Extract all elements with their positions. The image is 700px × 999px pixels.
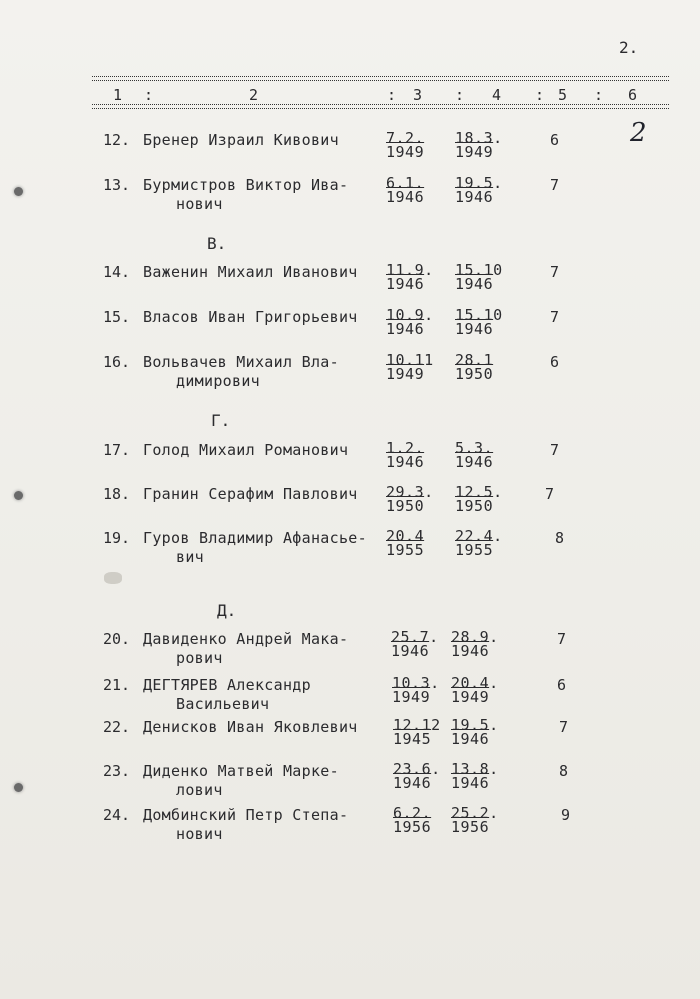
date-start: 29.3. 1950 bbox=[386, 483, 434, 515]
col-separator: : bbox=[387, 86, 397, 104]
date-start: 12.12 1945 bbox=[393, 716, 441, 748]
col-header-5: 5 bbox=[558, 86, 570, 104]
date-start: 25.7. 1946 bbox=[391, 628, 439, 660]
table-row bbox=[0, 630, 700, 670]
header-rule-bottom-2 bbox=[92, 108, 669, 109]
count-value: 7 bbox=[550, 308, 560, 326]
person-name: Гранин Серафим Павлович bbox=[143, 485, 358, 503]
row-number: 21. bbox=[103, 676, 131, 694]
col-separator: : bbox=[144, 86, 154, 104]
date-start: 23.6. 1946 bbox=[393, 760, 441, 792]
row-number: 16. bbox=[103, 353, 131, 371]
section-letter-g: Г. bbox=[211, 411, 231, 430]
person-name: Давиденко Андрей Мака- рович bbox=[143, 630, 349, 667]
table-row bbox=[0, 806, 700, 846]
punch-hole bbox=[14, 783, 23, 792]
table-row bbox=[0, 308, 700, 348]
count-value: 7 bbox=[550, 441, 560, 459]
header-rule-top-1 bbox=[92, 76, 669, 77]
table-row bbox=[0, 529, 700, 569]
person-name: Бренер Израил Кивович bbox=[143, 131, 339, 149]
person-name: Важенин Михаил Иванович bbox=[143, 263, 358, 281]
header-rule-top-2 bbox=[92, 80, 669, 81]
date-start: 10.9. 1946 bbox=[386, 306, 434, 338]
row-number: 14. bbox=[103, 263, 131, 281]
count-value: 6 bbox=[557, 676, 567, 694]
date-end: 13.8. 1946 bbox=[451, 760, 499, 792]
date-end: 15.10 1946 bbox=[455, 261, 503, 293]
count-value: 7 bbox=[550, 263, 560, 281]
count-value: 7 bbox=[559, 718, 569, 736]
row-number: 24. bbox=[103, 806, 131, 824]
col-header-6: 6 bbox=[628, 86, 640, 104]
page-number: 2. bbox=[619, 38, 639, 57]
row-number: 15. bbox=[103, 308, 131, 326]
person-name: Домбинский Петр Степа- нович bbox=[143, 806, 349, 843]
table-row bbox=[0, 176, 700, 216]
col-separator: : bbox=[455, 86, 465, 104]
person-name: Денисков Иван Яковлевич bbox=[143, 718, 358, 736]
count-value: 7 bbox=[550, 176, 560, 194]
col-header-2: 2 bbox=[249, 86, 261, 104]
date-start: 7.2. 1949 bbox=[386, 129, 425, 161]
date-end: 28.1 1950 bbox=[455, 351, 494, 383]
count-value: 8 bbox=[555, 529, 565, 547]
row-number: 23. bbox=[103, 762, 131, 780]
date-end: 25.2. 1956 bbox=[451, 804, 499, 836]
count-value: 7 bbox=[557, 630, 567, 648]
table-row bbox=[0, 485, 700, 525]
punch-hole bbox=[14, 491, 23, 500]
person-name: Диденко Матвей Марке- лович bbox=[143, 762, 339, 799]
date-end: 12.5. 1950 bbox=[455, 483, 503, 515]
row-number: 18. bbox=[103, 485, 131, 503]
date-end: 5.3. 1946 bbox=[455, 439, 494, 471]
person-name: Гуров Владимир Афанасье- вич bbox=[143, 529, 367, 566]
count-value: 6 bbox=[550, 131, 560, 149]
section-letter-v: В. bbox=[207, 234, 227, 253]
col-header-3: 3 bbox=[413, 86, 425, 104]
table-row bbox=[0, 131, 700, 171]
section-letter-d: Д. bbox=[217, 601, 237, 620]
row-number: 12. bbox=[103, 131, 131, 149]
date-end: 19.5. 1946 bbox=[455, 174, 503, 206]
date-end: 20.4. 1949 bbox=[451, 674, 499, 706]
person-name: ДЕГТЯРЕВ Александр Васильевич bbox=[143, 676, 311, 713]
person-name: Власов Иван Григорьевич bbox=[143, 308, 358, 326]
person-name: Голод Михаил Романович bbox=[143, 441, 349, 459]
table-row bbox=[0, 441, 700, 481]
date-end: 18.3. 1949 bbox=[455, 129, 503, 161]
row-number: 20. bbox=[103, 630, 131, 648]
table-row bbox=[0, 676, 700, 716]
count-value: 7 bbox=[545, 485, 555, 503]
date-start: 20.4 1955 bbox=[386, 527, 425, 559]
faded-mark bbox=[104, 572, 122, 584]
date-start: 10.11 1949 bbox=[386, 351, 434, 383]
person-name: Бурмистров Виктор Ива- нович bbox=[143, 176, 349, 213]
row-number: 19. bbox=[103, 529, 131, 547]
date-end: 28.9. 1946 bbox=[451, 628, 499, 660]
date-start: 11.9. 1946 bbox=[386, 261, 434, 293]
count-value: 8 bbox=[559, 762, 569, 780]
date-end: 19.5. 1946 bbox=[451, 716, 499, 748]
col-header-4: 4 bbox=[492, 86, 504, 104]
table-row bbox=[0, 762, 700, 802]
table-row bbox=[0, 353, 700, 393]
date-start: 6.2. 1956 bbox=[393, 804, 432, 836]
count-value: 9 bbox=[561, 806, 571, 824]
row-number: 17. bbox=[103, 441, 131, 459]
table-row bbox=[0, 263, 700, 303]
row-number: 22. bbox=[103, 718, 131, 736]
col-separator: : bbox=[594, 86, 604, 104]
date-start: 6.1. 1946 bbox=[386, 174, 425, 206]
date-start: 1.2. 1946 bbox=[386, 439, 425, 471]
punch-hole bbox=[14, 187, 23, 196]
table-row bbox=[0, 718, 700, 758]
header-rule-bottom-1 bbox=[92, 104, 669, 105]
col-header-1: 1 bbox=[113, 86, 125, 104]
date-end: 22.4. 1955 bbox=[455, 527, 503, 559]
col-separator: : bbox=[535, 86, 545, 104]
person-name: Вольвачев Михаил Вла- димирович bbox=[143, 353, 339, 390]
handwritten-mark: 2 bbox=[630, 118, 647, 148]
row-number: 13. bbox=[103, 176, 131, 194]
date-start: 10.3. 1949 bbox=[392, 674, 440, 706]
count-value: 6 bbox=[550, 353, 560, 371]
date-end: 15.10 1946 bbox=[455, 306, 503, 338]
